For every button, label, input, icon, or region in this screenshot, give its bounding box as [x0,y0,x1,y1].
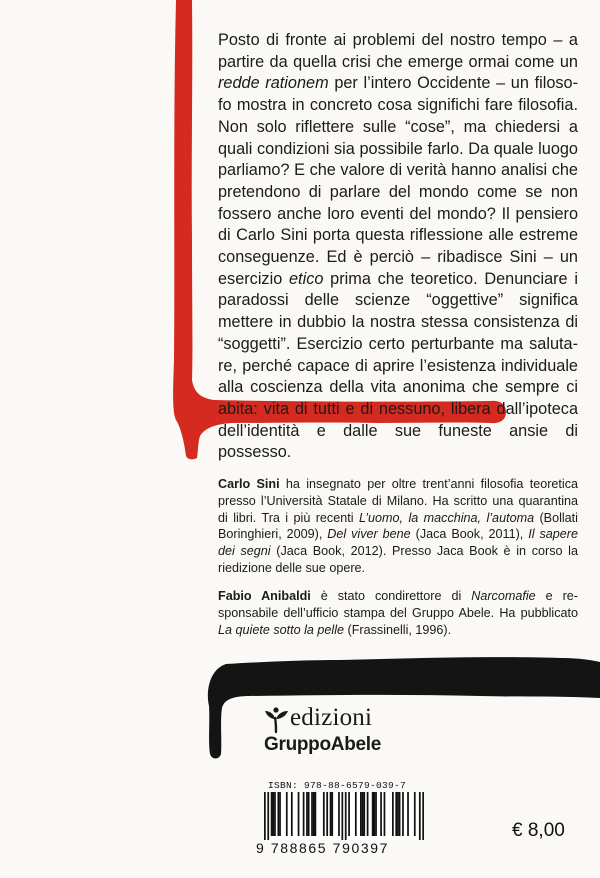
barcode-bar [306,792,308,836]
back-cover-blurb [218,30,578,464]
blurb-paragraph [218,30,578,464]
barcode-bar [274,792,276,836]
author-bio-carlo-sini [218,476,578,577]
barcode-bar [367,792,369,836]
barcode-bar [264,792,266,840]
barcode-bar [375,792,377,836]
barcode-bar [331,792,333,836]
barcode-bar [267,792,269,840]
text-run: ha insegnato per oltre trent’anni filosofia teoretica presso l’Università Statale di Milano. Ha scritto una quarantina di libri. Tra i più recenti [218,477,578,525]
barcode-bar [407,792,409,836]
barcode-bar [277,792,279,836]
text-run: Posto di fronte ai problemi del nostro tempo – a partire da quella crisi che emerge ormai come un [218,31,578,71]
barcode-bar [271,792,273,836]
barcode-bar [286,792,288,836]
isbn-label: ISBN: 978-88-6579-039-7 [268,780,407,791]
italic-text: Del viver bene [327,527,411,542]
barcode-bar [272,792,274,836]
barcode-bar [363,792,365,836]
author-bio-fabio-anibaldi [218,588,578,638]
barcode-bar [308,792,310,836]
barcode-bar [422,792,424,840]
italic-text: La quiete sotto la pelle [218,622,345,637]
barcode-bar [414,792,416,836]
barcode-bar [399,792,401,836]
barcode-bar [298,792,300,836]
barcode-bar [303,792,305,836]
bio-text [218,589,578,637]
text-run: e responsabile dell’ufficio stampa del Gruppo Abele. Ha pubblicato [218,589,578,620]
barcode-bar [315,792,317,836]
barcode-bar [360,792,362,836]
barcode-bar [395,792,397,836]
italic-text: Narcomafie [471,589,536,603]
barcode-bar [373,792,375,836]
barcode-bar [323,792,325,836]
barcode-bar [372,792,374,836]
barcode-bar [338,792,340,836]
italic-text: etico [289,269,324,288]
isbn-barcode [264,792,424,840]
author-name: Carlo Sini [218,477,280,491]
text-run: per l’intero Occidente – un filosofo mostra in concreto cosa significhi fare filosofia. Non solo riflettere sulle “cose”, ma chiedersi a quali condizioni sia possibile farlo. Da quale luogo parliamo? E che valore di verità hanno analisi che pretendono di parlare del mondo come se non fossero anche loro eventi del mondo? Il pensiero di Carlo Sini porta questa riflessione alle estreme conseguenze. Ed è perciò – ribadisce Sini – un esercizio [218,74,578,288]
barcode-bar [291,792,293,836]
author-name: Fabio Anibaldi [218,589,311,603]
text-run: (Bollati Boringhieri, 2009), [218,510,578,542]
text-run: (Frassinelli, 1996). [344,622,452,637]
barcode-bar [419,792,421,840]
barcode-bar [392,792,394,836]
barcode-bar [384,792,386,836]
text-run: è stato condirettore di [310,589,472,603]
text-run: (Jaca Book, 2012). Presso Jaca Book è in corso la riedizione delle sue opere. [218,544,578,575]
publisher-logo [262,704,462,764]
barcode-bar [279,792,281,836]
bio-text [218,477,578,575]
barcode-bar [330,792,332,836]
barcode-digits: 9 788865 790397 [256,840,389,856]
price: € 8,00 [512,820,565,841]
barcode-bar [348,792,350,836]
barcode-bar [341,792,343,840]
barcode-bar [345,792,347,840]
barcode-bar [326,792,328,836]
barcode-bar [397,792,399,836]
leaf-sprout-icon [262,706,290,734]
italic-text: L’uomo, la macchina, l’automa [358,510,535,525]
barcode-bar [402,792,404,836]
barcode-bar [355,792,357,836]
barcode-bar [311,792,313,836]
publisher-gruppo-abele: GruppoAbele [264,734,382,755]
italic-text: Il sapere dei segni [218,527,578,559]
barcode-bar [362,792,364,836]
text-run: prima che teoretico. Denunciare i paradossi delle scienze “oggettive” significa mettere in dubbio la nostra stessa consistenza di “soggetti”. Esercizio certo perturbante ma salutare, perché capace di aprire l’esistenza individuale alla coscienza della vita anonima che sempre ci abita: vita di tutti e di nessuno, libera dall’ipoteca dell’identità e dalle sue funeste ansie di possesso. [218,269,578,462]
italic-text: redde rationem [218,74,329,93]
barcode-bar [380,792,382,836]
text-run: (Jaca Book, 2011), [410,527,529,542]
barcode-bar [313,792,315,836]
publisher-edizioni: edizioni [290,704,373,731]
